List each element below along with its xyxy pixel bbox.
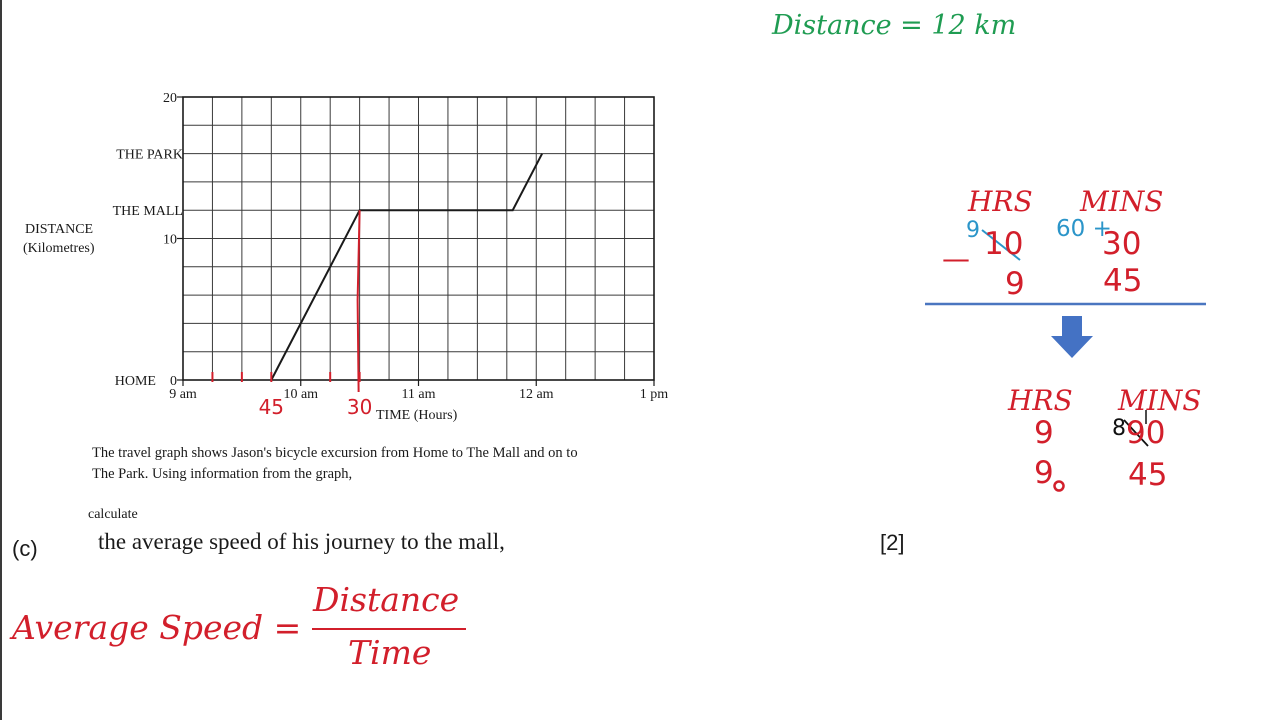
y-place-label: HOME — [114, 374, 156, 389]
formula-denominator: Time — [348, 633, 432, 672]
table1-row2-mins: 45 — [1103, 263, 1143, 299]
table2-row2-mins: 45 — [1128, 457, 1168, 493]
x-tick-label: 1 pm — [639, 387, 669, 402]
table2-hrs-header: HRS — [1008, 384, 1073, 417]
table1-row1-hrs: 10 — [984, 226, 1024, 262]
x-tick-label: 11 am — [401, 387, 436, 402]
y-tick-label: 10 — [163, 232, 177, 248]
chart-labels — [113, 91, 669, 402]
y-tick-label: 0 — [170, 374, 177, 389]
distance-note: Distance = 12 km — [772, 10, 1017, 41]
question-calculate: calculate — [88, 507, 138, 522]
question-intro-line1: The travel graph shows Jason's bicycle excursion from Home to The Mall and on to — [92, 445, 578, 461]
handwritten-time-label: 30 — [346, 395, 373, 419]
table1-hrs-header: HRS — [968, 185, 1033, 218]
x-tick-label: 9 am — [169, 387, 197, 402]
table1-minus: — — [942, 242, 970, 275]
y-place-label: THE PARK — [116, 147, 183, 163]
table1-borrow-hrs: 9 — [966, 218, 980, 243]
handwritten-time-label: 45 — [258, 395, 285, 419]
x-axis-title: TIME (Hours) — [376, 408, 458, 423]
table1-row1-mins: 30 — [1102, 226, 1142, 262]
question-part-text: the average speed of his journey to the mall, — [98, 529, 505, 554]
table2-row2-hrs: 9 — [1034, 455, 1054, 491]
table1-mins-header: MINS — [1080, 185, 1164, 218]
table2-row1-hrs: 9 — [1034, 415, 1054, 451]
formula-numerator: Distance — [313, 580, 460, 619]
table2-row1-mins-correction: 8 — [1112, 416, 1126, 441]
y-axis-title: DISTANCE — [25, 222, 94, 237]
down-arrow-icon — [1051, 316, 1093, 358]
table2-mins-header: MINS — [1118, 384, 1202, 417]
question-part-label: (c) — [12, 536, 38, 561]
chart-axes — [177, 97, 654, 386]
chart-grid — [183, 97, 654, 380]
y-axis-subtitle: (Kilometres) — [23, 241, 95, 256]
table1-borrow-mins: 60 + — [1056, 216, 1112, 242]
pen-dot — [1055, 482, 1064, 491]
y-tick-label: 20 — [163, 91, 177, 106]
x-tick-label: 10 am — [283, 387, 319, 402]
question-intro-line2: The Park. Using information from the graph, — [92, 466, 353, 482]
table2-row1-mins: 90 — [1126, 415, 1166, 451]
question-marks: [2] — [880, 530, 905, 555]
table1-row2-hrs: 9 — [1005, 266, 1025, 302]
formula-average-speed: Average Speed = — [12, 608, 302, 647]
y-place-label: THE MALL — [112, 204, 183, 220]
x-tick-label: 12 am — [518, 387, 554, 402]
